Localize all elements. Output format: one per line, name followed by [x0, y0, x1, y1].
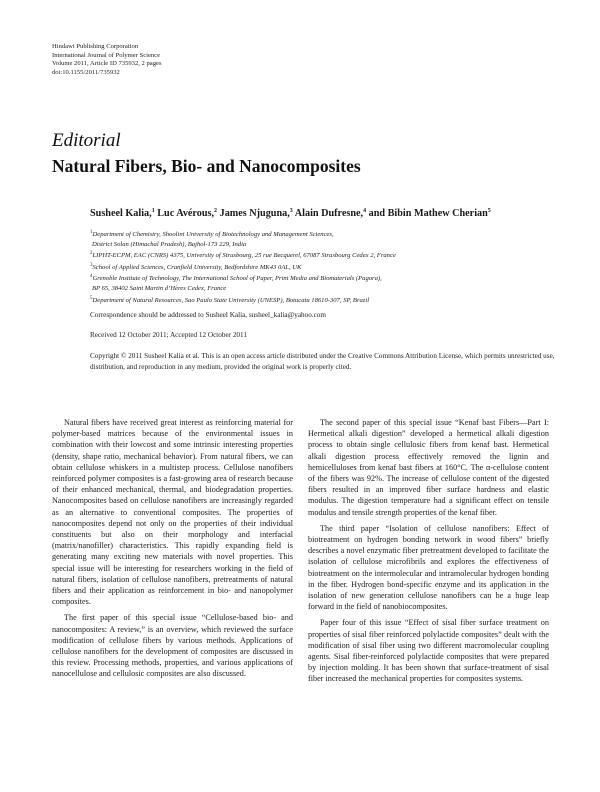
article-title: Natural Fibers, Bio- and Nanocomposites — [52, 156, 361, 176]
body-column-left — [52, 417, 293, 680]
body-column-right — [308, 417, 549, 685]
journal-header — [52, 43, 162, 77]
author: and Bibin Mathew Cherian$^5$ — [368, 208, 491, 219]
affiliation: $^4$Grenoble Institute of Technology, The International School of Paper, Print Media and Biomaterials (Pagora), BP 65, 38402 Saint Martin d’Hères Cedex, France — [90, 274, 382, 292]
doi: doi:10.1155/2011/735932 — [52, 68, 120, 76]
author: Luc Avérous,$^2$ — [157, 208, 218, 219]
author: Susheel Kalia,$^1$ — [90, 208, 155, 219]
author-list — [90, 208, 491, 219]
affiliation: $^5$Department of Natural Resources, Sao Paulo State University (UNESP), Botucatu 18610-307, SP, Brazil — [90, 295, 370, 304]
volume-info: Volume 2011, Article ID 735932, 2 pages — [52, 60, 162, 68]
publisher: Hindawi Publishing Corporation — [52, 43, 139, 50]
body-paragraph: Paper four of this issue “Effect of sisal fiber surface treatment on properties of sisal fiber reinforced polylactide composites” dealt with the modification of sisal fiber using two different macromolecular coupling agents. Sisal fiber-reinforced polylactide composites that were prepared by injection molding. It has been shown that surface-treatment of sisal fiber increased the mechanical properties for composites systems. — [308, 618, 549, 684]
article-category: Editorial — [52, 130, 121, 151]
received-accepted-dates: Received 12 October 2011; Accepted 12 October 2011 — [90, 331, 247, 339]
author: James Njuguna,$^3$ — [219, 208, 293, 219]
body-paragraph: Natural fibers have received great interest as reinforcing material for polymer-based matrices because of the environmental issues in combination with their lowcost and some intrinsic interesting properties (density, shape ratio, mechanical behavior). From natural fibers, we can obtain cellulose whiskers in a multistep process. Cellulose nanofibers reinforced polymer composites is a fast-growing area of research because of their enhanced mechanical, thermal, and biodegradation properties. Nanocomposites based on cellulose nanofibers are increasingly regarded as an alternative to conventional composites. The properties of nanocomposites depend not only on the properties of their individual constituents but also on their morphology and interfacial (matrix/nanofiller) characteristics. This rapidly expanding field is generating many exciting new materials with novel properties. This special issue will be interesting for researchers working in the field of natural fibers, isolation of cellulose nanofibers, pretreatments of natural fibers and their application as reinforcement in bio- and nanopolymer composites. — [52, 418, 293, 607]
author: Alain Dufresne,$^4$ — [294, 208, 367, 219]
journal-name: International Journal of Polymer Science — [52, 51, 161, 59]
body-paragraph: The second paper of this special issue “Kenaf bast Fibers—Part I: Hermetical alkali digestion” developed a hermetical alkali digestion process to obtain single cellulosic fibers from kenaf bast. Hermetical alkali digestion process effectively removed the lignin and hemicelluloses from kenaf bast fibers at 160°C. The α-cellulose content of the fibers was 92%. The increase of cellulose content of the digested fibers resulted in an improved fiber surface hardness and elastic modulus. The digestion temperature had a significant effect on tensile modulus and tensile strength properties of the kenaf fiber. — [308, 418, 549, 517]
body-paragraph: The third paper “Isolation of cellulose nanofibers: Effect of biotreatment on hydrogen bonding network in wood fibers” briefly describes a novel enzymatic fiber pretreatment developed to facilitate the isolation of cellulose microfibrils and explores the effectiveness of biotreatment on the intermolecular and intramolecular hydrogen bonding in the fiber. Hydrogen bond-specific enzyme and its application in the isolation of new generation cellulose nanofibers can be a huge leap forward in the field of nanobiocomposites. — [308, 523, 549, 612]
copyright-notice: Copyright © 2011 Susheel Kalia et al. This is an open access article distributed under the Creative Commons Attribution License, which permits unrestricted use, distribution, and reproduction in any medium, provided the original work is properly cited. — [90, 352, 555, 371]
affiliation: $^2$LIPHT-ECPM, EAC (CNRS) 4375, University of Strasbourg, 25 rue Becquerel, 67087 Strasbourg Cedex 2, France — [90, 251, 396, 260]
body-paragraph: The first paper of this special issue “Cellulose-based bio- and nanocomposites: A review,” is an overview, which reviewed the surface modification of cellulose fibers by various methods. Applications of cellulose nanofibers for the development of composites are discussed in this review. Processing methods, properties, and various applications of nanocellulose and cellulosic composites are also discussed. — [52, 613, 293, 679]
affiliations — [90, 228, 570, 305]
correspondence-note: Correspondence should be addressed to Susheel Kalia, susheel_kalia@yahoo.com — [90, 311, 326, 319]
affiliation: $^3$School of Applied Sciences, Cranfield University, Bedfordshire MK43 0AL, UK — [90, 262, 302, 271]
affiliation: $^1$Department of Chemistry, Shoolini University of Biotechnology and Management Sciences, District Solan (Himachal Pradesh), Bajhol-173 229, India — [90, 230, 334, 248]
